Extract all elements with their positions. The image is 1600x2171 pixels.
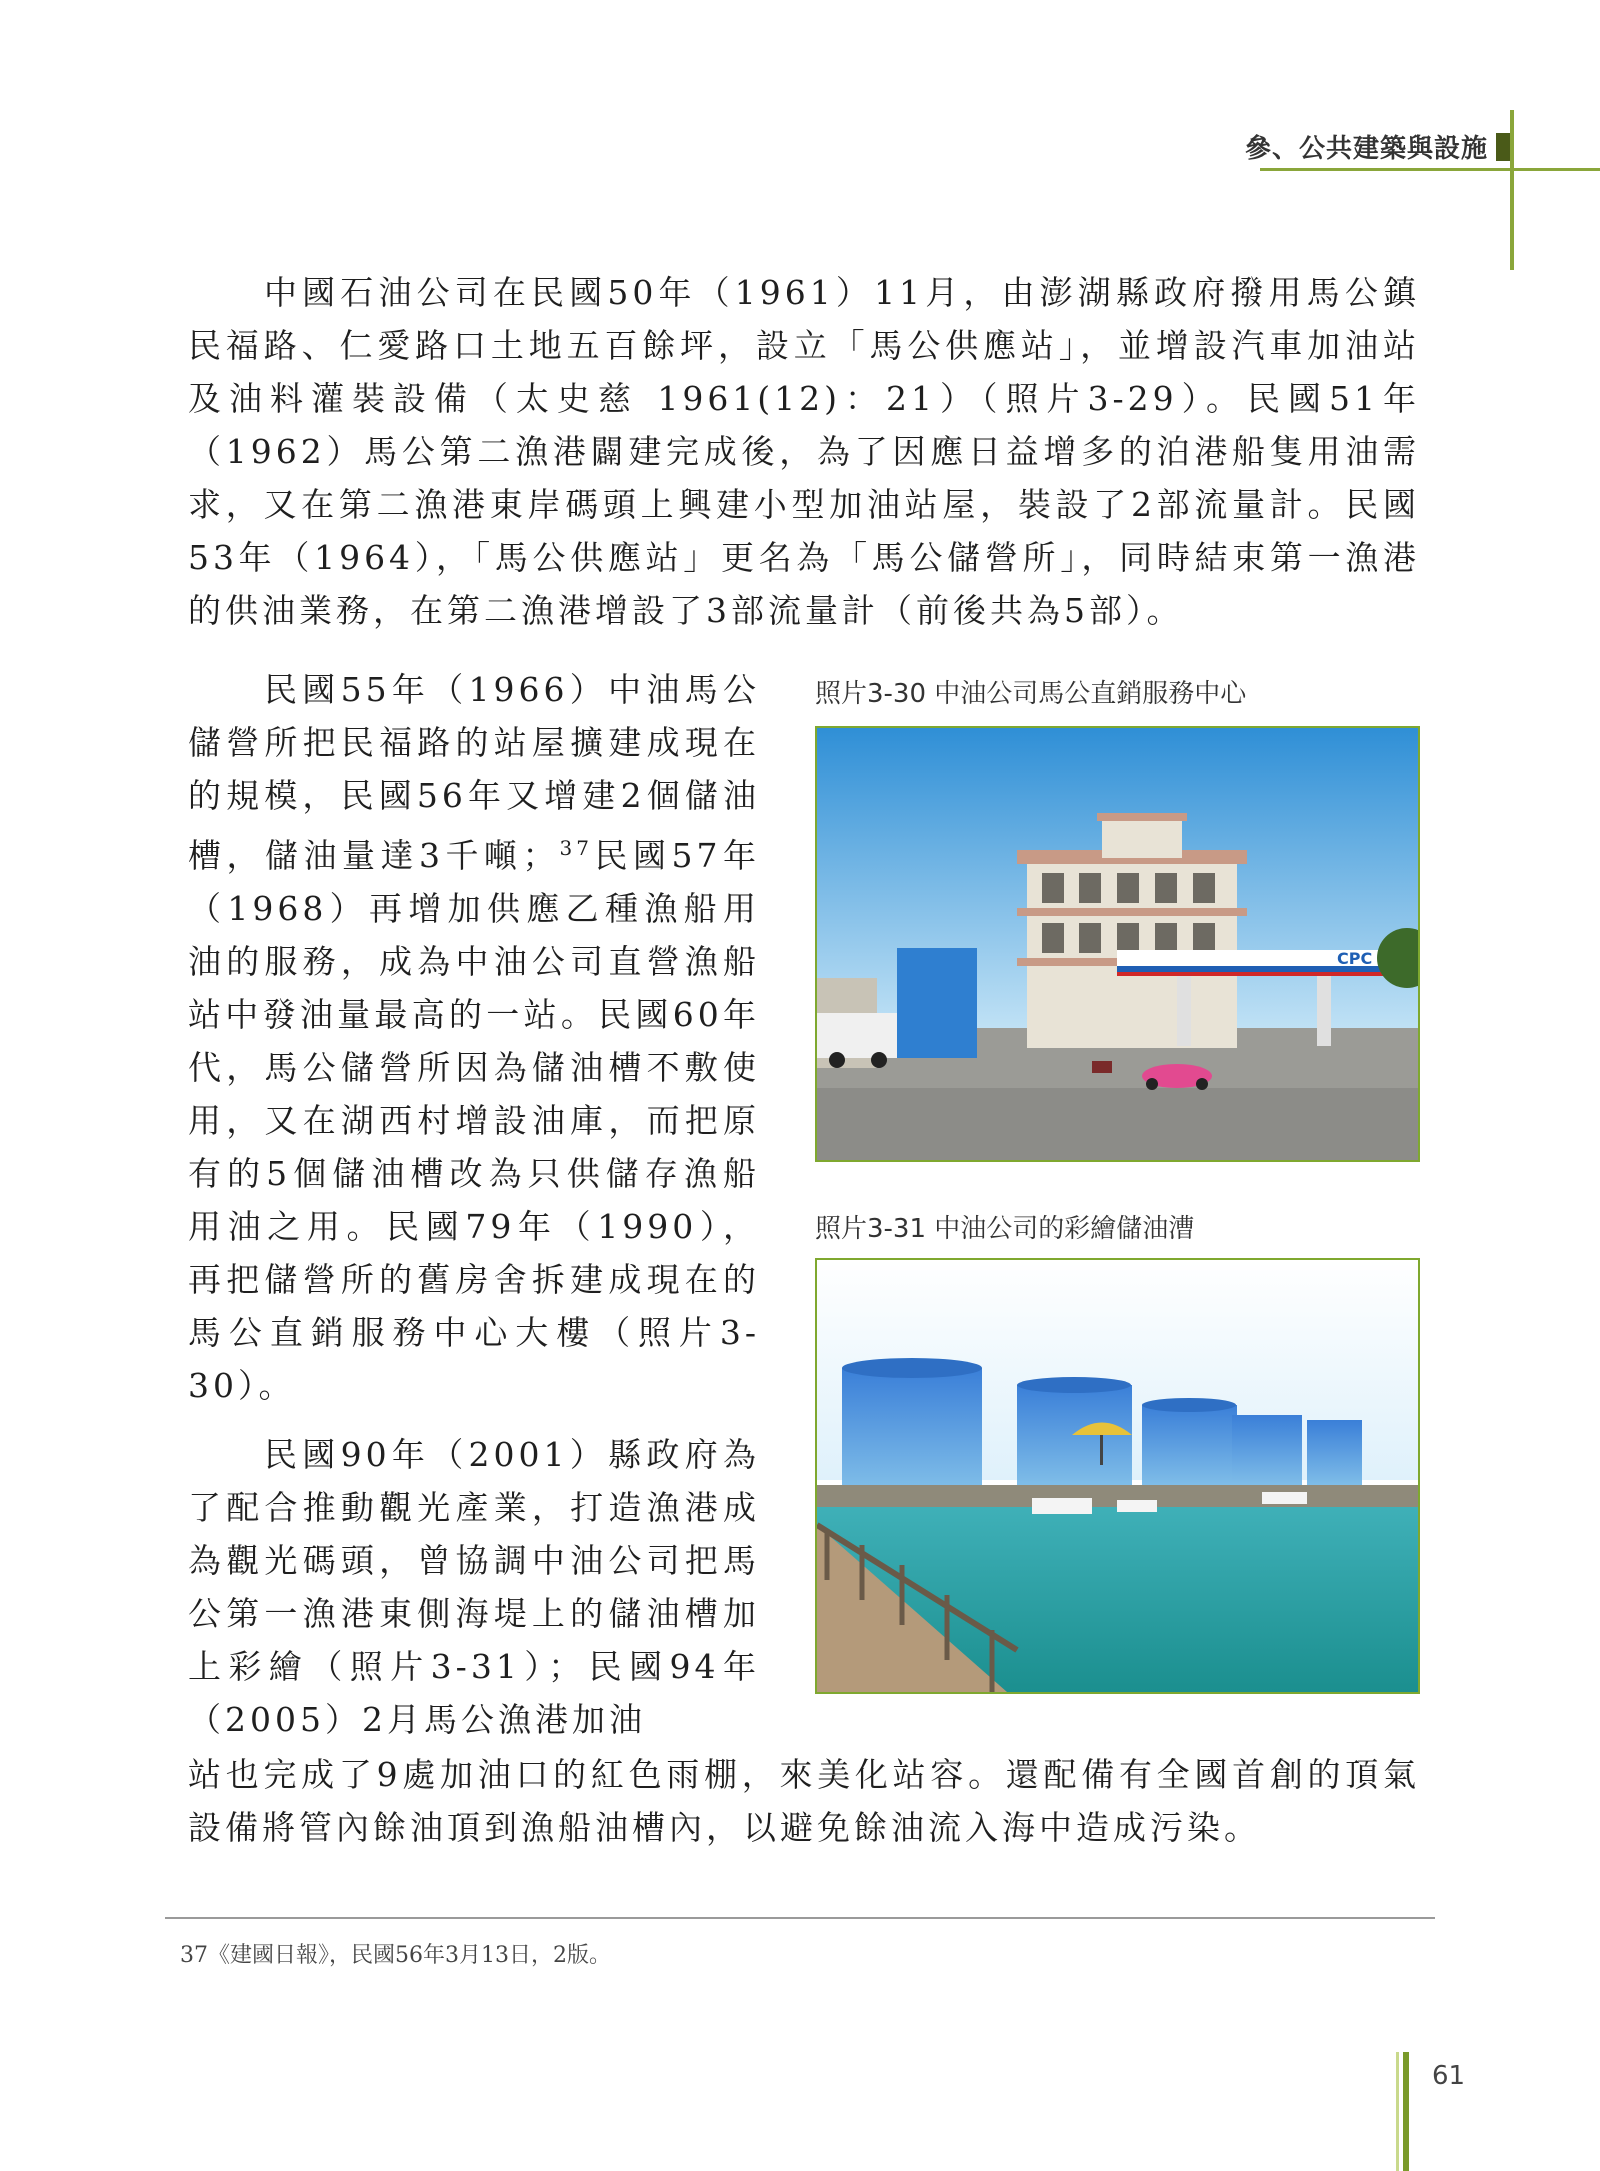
header-accent-line	[1260, 168, 1600, 171]
cpc-sign: CPC	[1337, 949, 1373, 968]
paragraph-1: 中國石油公司在民國50年（1961）11月，由澎湖縣政府撥用馬公鎮民福路、仁愛路口土地五百餘坪，設立「馬公供應站」，並增設汽車加油站及油料灌裝設備（太史慈 1961(12)：21）（照片3-29）。民國51年（1962）馬公第二漁港闢建完成後，為了因應日益增多的泊港船隻用油需求，又在第二漁港東岸碼頭上興建小型加油站屋，裝設了2部流量計。民國53年（1964），「馬公供應站」更名為「馬公儲營所」，同時結束第一漁港的供油業務，在第二漁港增設了3部流量計（前後共為5部）。	[188, 273, 1420, 630]
photo-cpc-service-center	[815, 726, 1420, 1162]
photo-painted-oil-tanks	[815, 1258, 1420, 1694]
page-number-accent-light	[1396, 2052, 1399, 2171]
photo-caption-3-31: 照片3-31 中油公司的彩繪儲油漕	[815, 1214, 1195, 1244]
footnote: 37《建國日報》，民國56年3月13日，2版。	[180, 1943, 611, 1968]
header-accent-bar	[1510, 110, 1514, 270]
paragraph-2-part-1: 民國55年（1966）中油馬公儲營所把民福路的站屋擴建成現在的規模，民國56年又增建2個儲油槽，儲油量達3千噸；	[188, 670, 760, 875]
page-number-accent	[1403, 2052, 1409, 2171]
header-accent-block	[1496, 133, 1510, 161]
paragraph-2-part-2: 民國57年（1968）再增加供應乙種漁船用油的服務，成為中油公司直營漁船站中發油量最高的一站。民國60年代，馬公儲營所因為儲油槽不敷使用，又在湖西村增設油庫，而把原有的5個儲油槽改為只供儲存漁船用油之用。民國79年（1990），再把儲營所的舊房舍拆建成現在的馬公直銷服務中心大樓（照片3-30）。	[188, 836, 760, 1405]
section-title: 參、公共建築與設施	[1244, 134, 1488, 164]
footnote-ref[interactable]: 37	[559, 836, 593, 860]
paragraph-4: 站也完成了9處加油口的紅色雨棚，來美化站容。還配備有全國首創的頂氣設備將管內餘油頂到漁船油槽內，以避免餘油流入海中造成污染。	[188, 1755, 1420, 1847]
photo-caption-3-30: 照片3-30 中油公司馬公直銷服務中心	[815, 679, 1247, 709]
page-number: 61	[1432, 2061, 1466, 2091]
paragraph-2	[188, 663, 760, 1412]
footnote-divider	[165, 1917, 1435, 1919]
paragraph-3: 民國90年（2001）縣政府為了配合推動觀光產業，打造漁港成為觀光碼頭，曾協調中油公司把馬公第一漁港東側海堤上的儲油槽加上彩繪（照片3-31）；民國94年（2005）2月馬公漁港加油	[188, 1435, 760, 1739]
